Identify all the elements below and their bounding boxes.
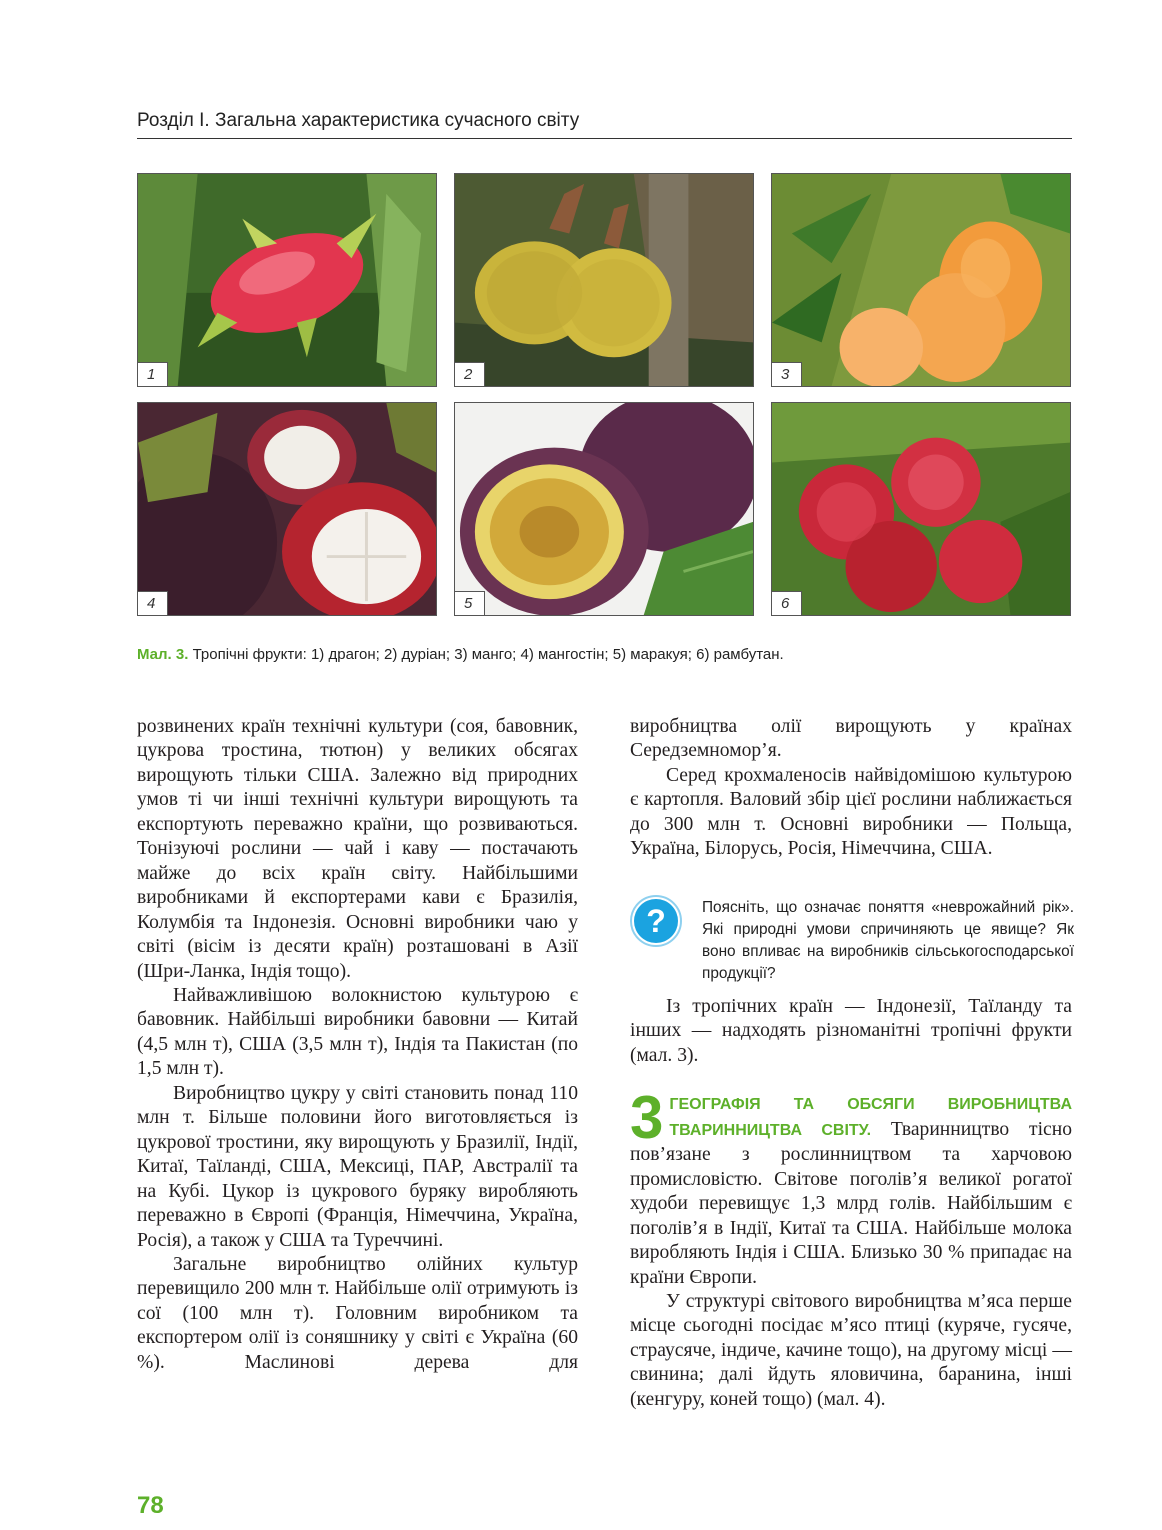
paragraph: У структурі світового виробництва м’яса перше місце сьогодні посідає м’ясо птиці (куряче, гусяче, страусяче, індиче, качине тощо), на другому місці — свинина; далі йдуть яловичина, баранина, інші (кенгуру, коней тощо) (мал. 4). [630, 1290, 1072, 1410]
photo-number: 1 [138, 362, 168, 386]
section-paragraph [630, 1084, 1072, 1290]
paragraph: Загальне виробництво олійних культур перевищило 200 млн т. Найбільше олії отримують із сої (100 млн т). Головним виробником та експортером олії із соняшнику у світі є Україна (60 %). Маслинові дерева для [137, 1253, 578, 1373]
paragraph: Серед крохмаленосів найвідомішою культурою є картопля. Валовий збір цієї рослини наближається до 300 млн т. Основні виробники — Польща, Україна, Білорусь, Росія, Німеччина, США. [630, 764, 1072, 860]
paragraph: розвинених країн технічні культури (соя, бавовник, цукрова тростина, тютюн) у великих обсягах вирощують тільки США. Залежно від природних умов ті чи інші технічні культури вирощують та експортують переважно країни, що розвиваються. Тонізуючі рослини — чай і каву — постачають майже до всіх країн світу. Найбільшими виробниками й експортерами кави є Бразилія, Колумбія та Індонезія. Основні виробники чаю у світі (вісім із десяти країн) розташовані в Азії (Шри-Ланка, Індія тощо). [137, 716, 578, 982]
paragraph: Найважливішою волокнистою культурою є бавовник. Найбільші виробники бавовни — Китай (4,5 млн т), США (3,5 млн т), Індія та Пакистан (по 1,5 млн т). [137, 984, 578, 1080]
figure-label: Мал. 3. [137, 646, 189, 663]
photo-durian [454, 173, 754, 387]
figure-caption-text: Тропічні фрукти: 1) драгон; 2) дуріан; 3) манго; 4) мангостін; 5) маракуя; 6) рамбутан. [192, 646, 784, 663]
page-number: 78 [137, 1492, 164, 1519]
paragraph: виробництва олії вирощують у країнах Середземномор’я. [630, 716, 1072, 762]
section-number: 3 [630, 1084, 664, 1152]
question-icon [630, 895, 682, 947]
paragraph: Виробництво цукру у світі становить понад 110 млн т. Більше половини його виготовляється із цукрової тростини, яку вирощують у Бразилії, Індії, Китаї, Таїланді, США, Мексиці, ПАР, Австралії та на Кубі. Цукор із цукрового буряку виробляють переважно в Європі (Франція, Німеччина, Україна, Росія), а також у США та Туреччині. [137, 1082, 578, 1251]
photo-number: 5 [455, 591, 485, 615]
question-text: Поясніть, що означає поняття «неврожайний рік». Які природні умови спричиняють це явище? Як воно впливає на виробників сільськогосподарської продукції? [702, 899, 1074, 982]
left-column [137, 715, 578, 1375]
section-text: Тваринництво тісно пов’язане з рослинництвом та харчовою промисловістю. Світове поголів’я великої рогатої худоби перевищує 1,3 млрд голів. Найбільшим є поголів’я в Індії, Китаї та США. Найбільше молока виробляють Індія і США. Близько 30 % припадає на країни Європи. [630, 1118, 1072, 1288]
photo-mango [771, 173, 1071, 387]
section-title: ГЕОГРАФІЯ ТА ОБСЯГИ ВИРОБНИЦТВА ТВАРИННИЦТВА СВІТУ. [669, 1096, 1072, 1139]
photo-passion-fruit [454, 402, 754, 616]
right-column-top [630, 715, 1072, 862]
right-column-bottom [630, 995, 1072, 1412]
question-symbol: ? [646, 903, 666, 939]
photo-number: 4 [138, 591, 168, 615]
photo-mangosteen [137, 402, 437, 616]
photo-number: 3 [772, 362, 802, 386]
photo-rambutan [771, 402, 1071, 616]
running-header [137, 108, 1072, 139]
photo-dragon-fruit [137, 173, 437, 387]
paragraph: Із тропічних країн — Індонезії, Таїланду та інших — надходять різноманітні тропічні фрукти (мал. 3). [630, 996, 1072, 1066]
figure-caption [137, 646, 784, 663]
photo-number: 2 [455, 362, 485, 386]
chapter-title: Розділ І. Загальна характеристика сучасного світу [137, 110, 580, 131]
question-box [630, 895, 1072, 987]
photo-number: 6 [772, 591, 802, 615]
